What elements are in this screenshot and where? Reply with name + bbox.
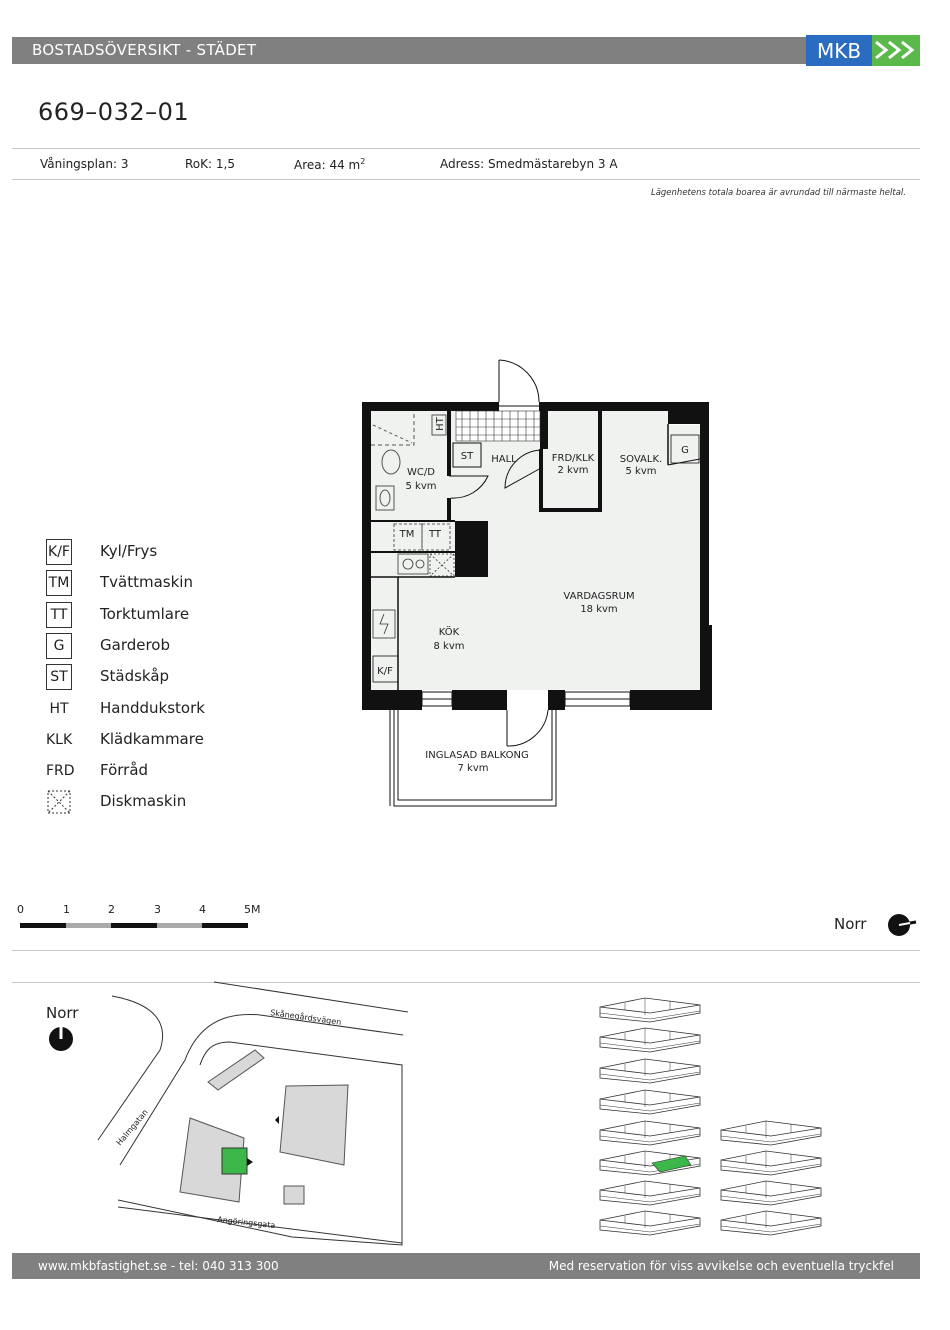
site-north-label: Norr [46,1004,79,1022]
tm-label: TM [399,529,415,540]
vardag-name: VARDAGSRUM [563,591,635,602]
footer-bar [12,1253,920,1279]
kok-name: KÖK [438,627,460,638]
rok-info: RoK: 1,5 [185,157,235,171]
legend-label: Garderob [100,636,171,654]
st-label: ST [460,451,474,462]
compass-label: Norr [834,915,867,933]
legend-label: Kyl/Frys [100,542,158,560]
scale-tick: 0 [17,903,24,916]
legend-code: HT [49,701,69,717]
balkong-name: INGLASAD BALKONG [425,750,529,761]
frd-size: 2 kvm [557,465,589,476]
header-title: BOSTADSÖVERSIKT - STÄDET [32,41,257,59]
legend-code: TM [46,570,72,596]
legend-label: Handdukstork [100,699,205,717]
street-name: Angöringsgata [216,1215,276,1231]
legend-code: TT [46,602,72,628]
sov-name: SOVALK. [619,454,663,465]
area-sup: 2 [360,157,366,166]
scale-tick: 1 [63,903,70,916]
area-label: Area: 44 m [294,158,361,172]
floor-info: Våningsplan: 3 [40,157,129,171]
north-arrow-icon [49,1024,73,1051]
legend-code: KLK [46,732,73,748]
address-info: Adress: Smedmästarebyn 3 A [440,157,618,171]
kok-size: 8 kvm [433,641,465,652]
legend-code: G [46,633,72,659]
g-label: G [681,445,689,456]
legend-label: Förråd [100,761,149,779]
legend-label: Diskmaskin [100,792,187,810]
footer-disclaimer: Med reservation för viss avvikelse och eventuella tryckfel [548,1259,894,1273]
legend-label: Klädkammare [100,730,204,748]
kf-label: K/F [377,666,393,677]
logo-text: MKB [816,39,862,63]
legend-label: Torktumlare [100,605,190,623]
street-name: Halmgatan [114,1107,150,1148]
sov-size: 5 kvm [625,466,657,477]
ht-label: HT [435,417,446,431]
scale-tick: 5M [244,903,261,916]
wc-name: WC/D [407,467,435,478]
balkong-size: 7 kvm [457,763,489,774]
wc-size: 5 kvm [405,481,437,492]
frd-name: FRD/KLK [551,453,595,464]
legend-code: FRD [46,763,75,779]
tt-label: TT [428,529,442,540]
legend-code: ST [46,664,72,690]
area-note: Lägenhetens totala boarea är avrundad till närmaste heltal. [650,188,906,198]
legend-label: Tvättmaskin [100,573,193,591]
scale-tick: 4 [199,903,206,916]
street-name: Skånegårdsvägen [269,1008,342,1027]
legend-label: Städskåp [100,667,170,685]
apartment-number: 669–032–01 [38,98,190,126]
building-stack [590,990,840,1245]
footer-contact: www.mkbfastighet.se - tel: 040 313 300 [38,1259,279,1273]
hall-label: HALL [491,454,517,465]
legend-code: K/F [46,539,72,565]
scale-tick: 2 [108,903,115,916]
vardag-size: 18 kvm [580,604,618,615]
scale-tick: 3 [154,903,161,916]
